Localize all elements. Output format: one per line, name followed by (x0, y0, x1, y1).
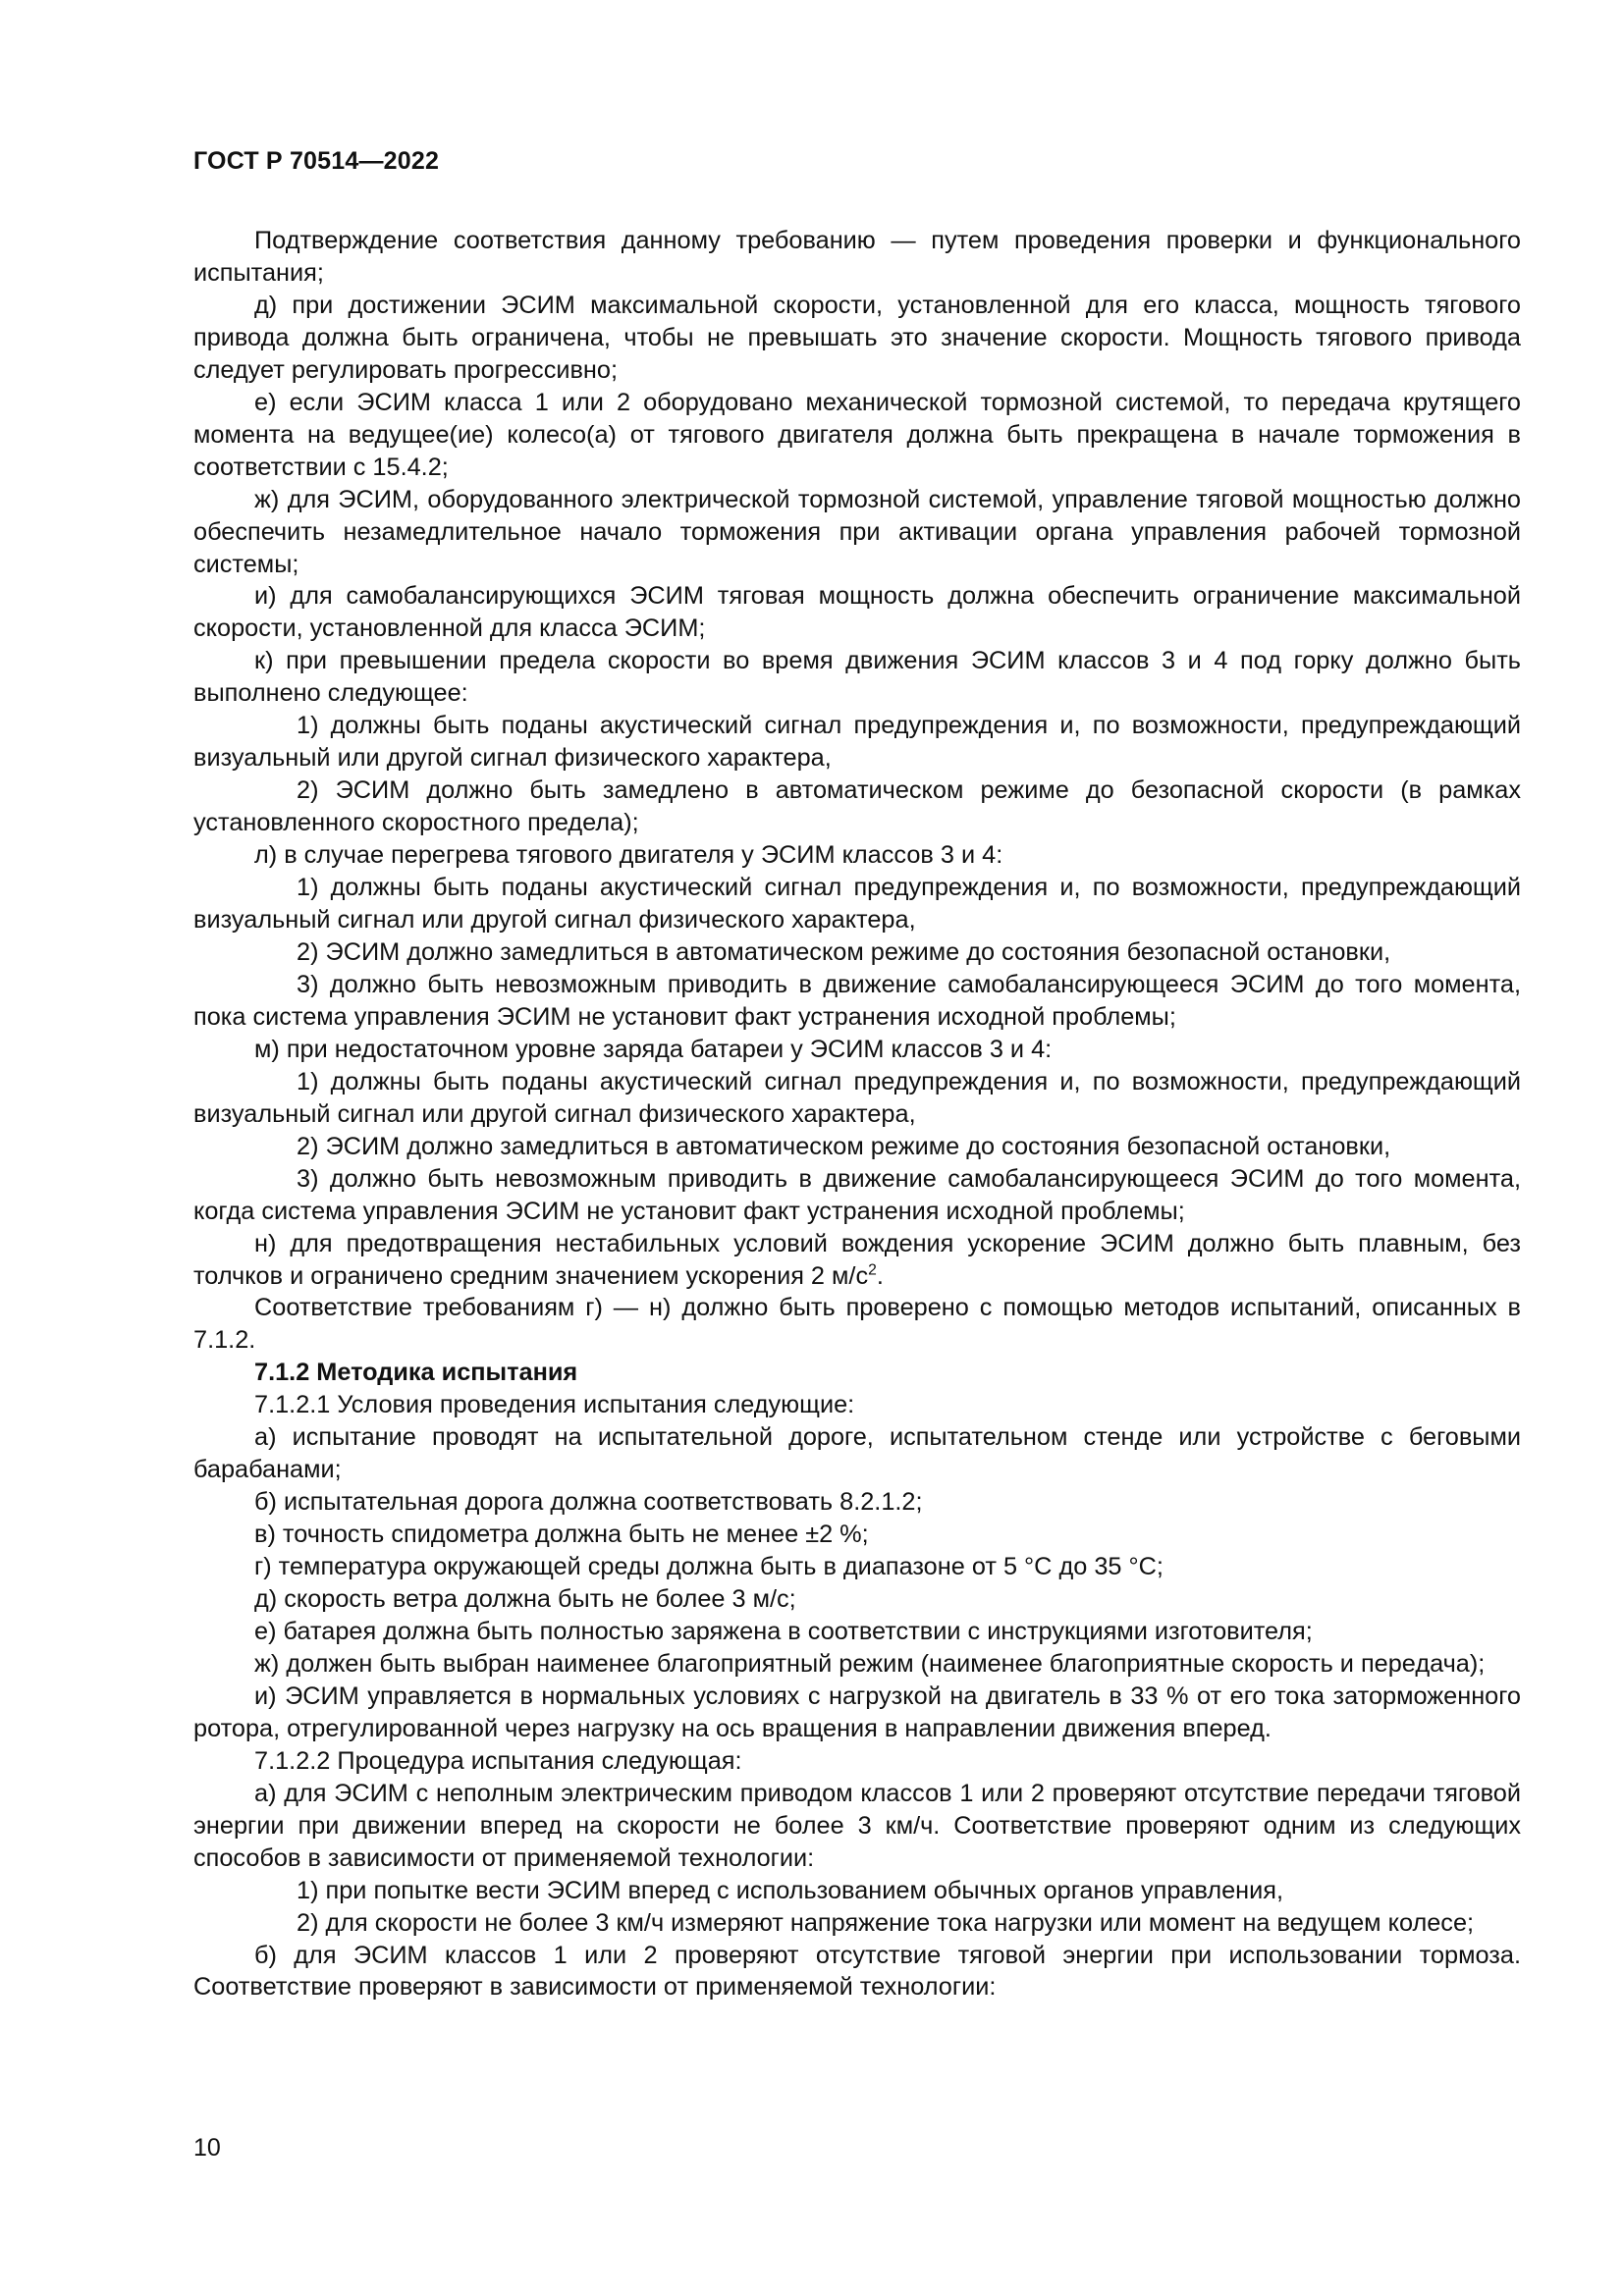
list-subitem: 1) должны быть поданы акустический сигнал предупреждения и, по возможности, предупреждающий визуальный сигнал или другой сигнал физического характера, (193, 874, 1521, 934)
paragraph: Соответствие требованиям г) — н) должно быть проверено с помощью методов испытаний, описанных в 7.1.2. (193, 1294, 1521, 1355)
paragraph: ж) должен быть выбран наименее благоприятный режим (наименее благоприятные скорость и передача); (254, 1649, 1486, 1678)
paragraph: е) если ЭСИМ класса 1 или 2 оборудовано механической тормозной системой, то передача крутящего момента на ведущее(ие) колесо(а) от тягового двигателя должна быть прекращена в начале торможения в соответствии с 15.4.2; (193, 388, 1521, 481)
list-subitem: 3) должно быть невозможным приводить в движение самобалансирующееся ЭСИМ до того момента, когда система управления ЭСИМ не установит факт устранения исходной проблемы; (193, 1164, 1521, 1225)
section-heading: 7.1.2 Методика испытания (254, 1359, 578, 1387)
paragraph: а) испытание проводят на испытательной дороге, испытательном стенде или устройстве с беговыми барабанами; (193, 1423, 1521, 1484)
paragraph: б) испытательная дорога должна соответствовать 8.2.1.2; (254, 1488, 923, 1517)
paragraph: л) в случае перегрева тягового двигателя у ЭСИМ классов 3 и 4: (254, 841, 1003, 870)
paragraph: ж) для ЭСИМ, оборудованного электрической тормозной системой, управление тяговой мощностью должно обеспечить незамедлительное начало торможения при активации органа управления рабочей тормозной системы; (193, 485, 1521, 578)
paragraph: д) скорость ветра должна быть не более 3 м/с; (254, 1585, 796, 1614)
document-body (193, 225, 1521, 2003)
list-subitem: 1) при попытке вести ЭСИМ вперед с использованием обычных органов управления, (297, 1876, 1283, 1904)
list-subitem: 2) ЭСИМ должно замедлиться в автоматическом режиме до состояния безопасной остановки, (297, 937, 1391, 966)
paragraph: д) при достижении ЭСИМ максимальной скорости, установленной для его класса, мощность тягового привода должна быть ограничена, чтобы не превышать это значение скорости. Мощность тягового привода следует регулировать прогрессивно; (193, 291, 1521, 384)
standard-header: ГОСТ Р 70514—2022 (193, 147, 440, 175)
paragraph: е) батарея должна быть полностью заряжена в соответствии с инструкциями изготовителя; (254, 1617, 1313, 1645)
paragraph: Подтверждение соответствия данному требованию — путем проведения проверки и функционального испытания; (193, 227, 1521, 287)
paragraph: к) при превышении предела скорости во время движения ЭСИМ классов 3 и 4 под горку должно быть выполнено следующее: (193, 647, 1521, 708)
list-subitem: 2) для скорости не более 3 км/ч измеряют напряжение тока нагрузки или момент на ведущем колесе; (297, 1908, 1475, 1937)
paragraph: 7.1.2.1 Условия проведения испытания следующие: (254, 1391, 855, 1419)
paragraph: н) для предотвращения нестабильных условий вождения ускорение ЭСИМ должно быть плавным, без толчков и ограничено средним значением ускорения 2 $м/с^2$. (193, 1229, 1521, 1290)
paragraph: и) для самобалансирующихся ЭСИМ тяговая мощность должна обеспечить ограничение максимальной скорости, установленной для класса ЭСИМ; (193, 582, 1521, 643)
list-subitem: 1) должны быть поданы акустический сигнал предупреждения и, по возможности, предупреждающий визуальный или другой сигнал физического характера, (193, 712, 1521, 773)
list-subitem: 2) ЭСИМ должно быть замедлено в автоматическом режиме до безопасной скорости (в рамках установленного скоростного предела); (193, 776, 1521, 837)
list-subitem: 2) ЭСИМ должно замедлиться в автоматическом режиме до состояния безопасной остановки, (297, 1132, 1391, 1160)
paragraph: 7.1.2.2 Процедура испытания следующая: (254, 1746, 742, 1775)
paragraph: м) при недостаточном уровне заряда батареи у ЭСИМ классов 3 и 4: (254, 1035, 1053, 1063)
paragraph: б) для ЭСИМ классов 1 или 2 проверяют отсутствие тяговой энергии при использовании тормоза. Соответствие проверяют в зависимости от применяемой технологии: (193, 1941, 1521, 2002)
paragraph: в) точность спидометра должна быть не менее ±2 %; (254, 1521, 869, 1549)
list-subitem: 1) должны быть поданы акустический сигнал предупреждения и, по возможности, предупреждающий визуальный сигнал или другой сигнал физического характера, (193, 1067, 1521, 1128)
paragraph: и) ЭСИМ управляется в нормальных условиях с нагрузкой на двигатель в 33 % от его тока заторможенного ротора, отрегулированной через нагрузку на ось вращения в направлении движения вперед. (193, 1682, 1521, 1742)
paragraph: а) для ЭСИМ с неполным электрическим приводом классов 1 или 2 проверяют отсутствие передачи тяговой энергии при движении вперед на скорости не более 3 км/ч. Соответствие проверяют одним из следующих способов в зависимости от применяемой технологии: (193, 1779, 1521, 1872)
paragraph: г) температура окружающей среды должна быть в диапазоне от 5 °С до 35 °С; (254, 1553, 1164, 1581)
list-subitem: 3) должно быть невозможным приводить в движение самобалансирующееся ЭСИМ до того момента, пока система управления ЭСИМ не установит факт устранения исходной проблемы; (193, 970, 1521, 1031)
page-number: 10 (193, 2134, 221, 2162)
